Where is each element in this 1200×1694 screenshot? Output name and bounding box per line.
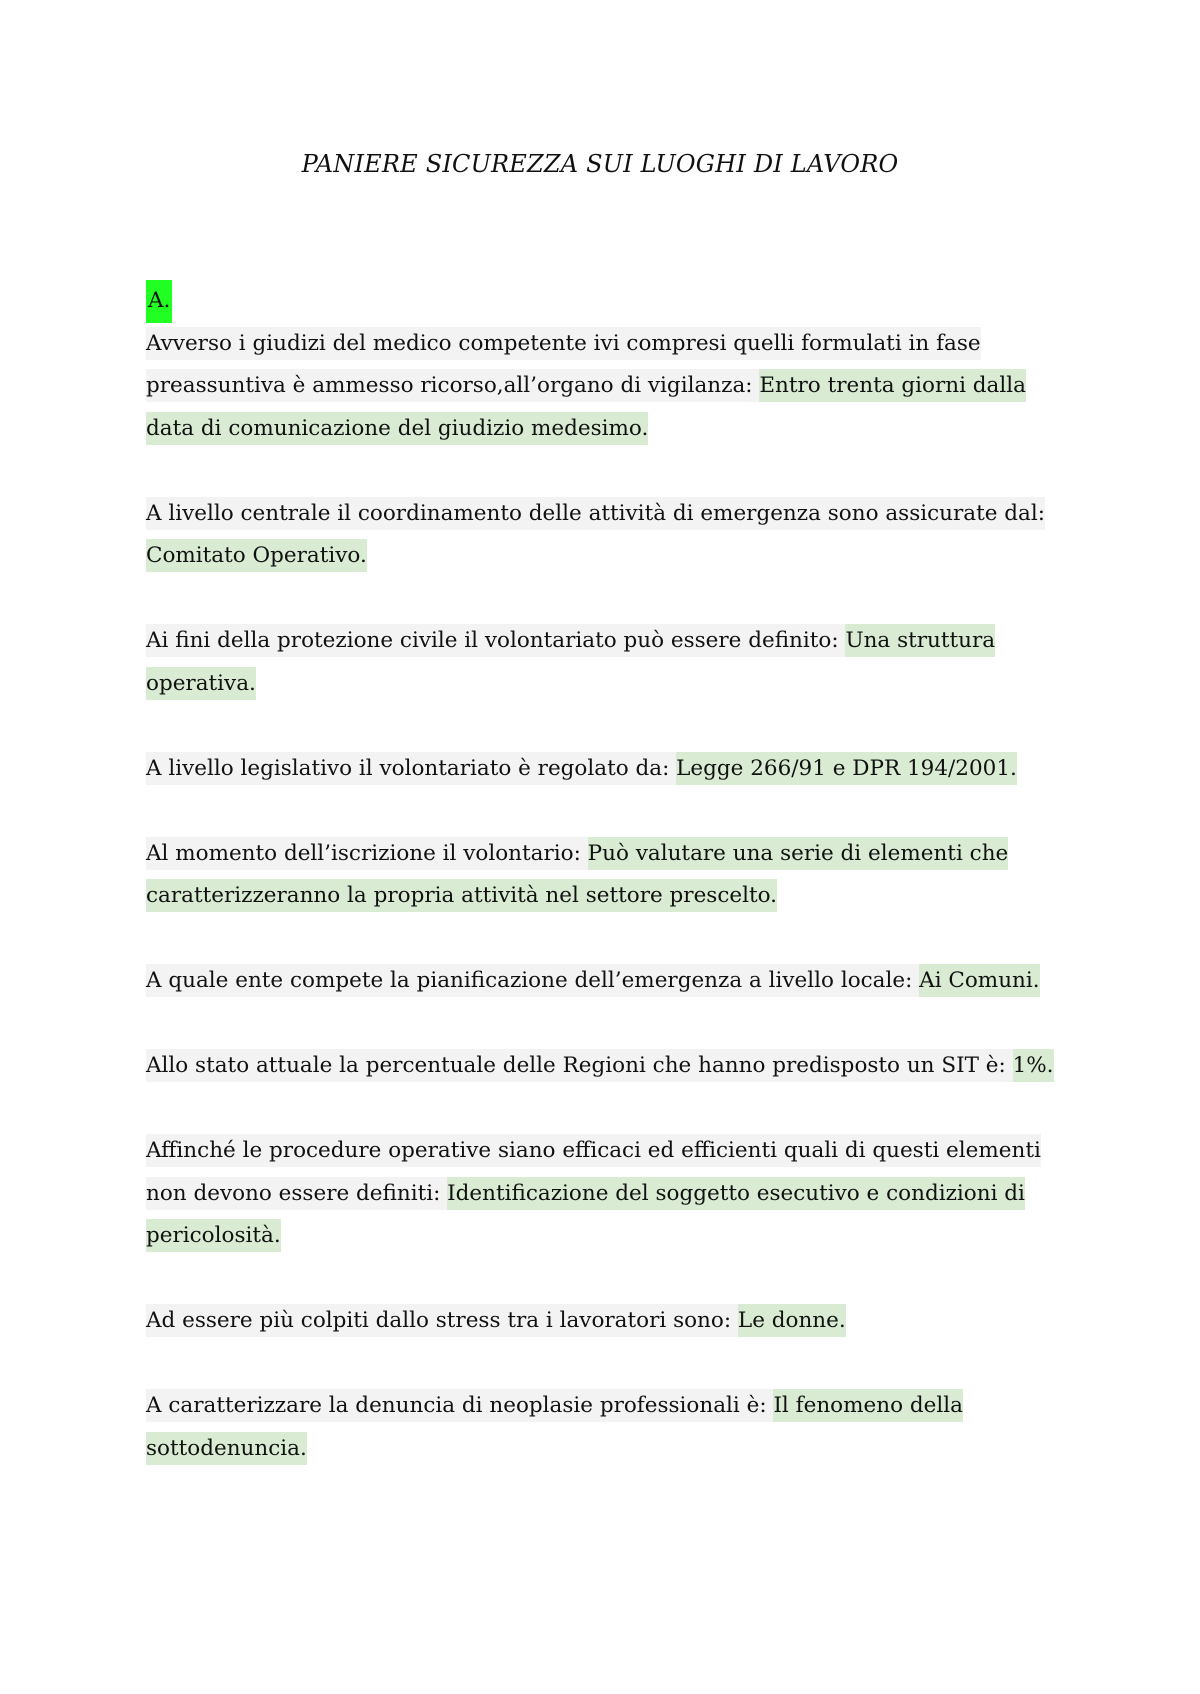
answer-text: Identificazione del soggetto esecutivo e condizioni di pericolosità. (146, 1177, 1025, 1253)
answer-text: Il fenomeno della sottodenuncia. (146, 1389, 963, 1465)
question-text: Ai fini della protezione civile il volontariato può essere definito: (146, 624, 845, 657)
qa-item-1 (146, 323, 1066, 451)
question-text: Allo stato attuale la percentuale delle Regioni che hanno predisposto un SIT è: (146, 1049, 1013, 1082)
qa-item-8 (146, 1130, 1066, 1258)
qa-item-9 (146, 1300, 1066, 1343)
section-letter: A. (146, 280, 172, 323)
document-body (146, 280, 1066, 1513)
qa-item-5 (146, 833, 1066, 918)
section-heading (146, 280, 1066, 323)
question-text: A caratterizzare la denuncia di neoplasie professionali è: (146, 1389, 773, 1422)
qa-item-2 (146, 493, 1066, 578)
question-text: Al momento dell’iscrizione il volontario: (146, 837, 588, 870)
qa-item-7 (146, 1045, 1066, 1088)
answer-text: Una struttura operativa. (146, 624, 995, 700)
qa-item-6 (146, 960, 1066, 1003)
answer-text: Ai Comuni. (919, 964, 1039, 997)
answer-text: Comitato Operativo. (146, 539, 367, 572)
answer-text: Entro trenta giorni dalla data di comunicazione del giudizio medesimo. (146, 369, 1026, 445)
question-text: A livello centrale il coordinamento delle attività di emergenza sono assicurate dal: (146, 497, 1045, 530)
answer-text: Le donne. (738, 1304, 846, 1337)
answer-text: 1%. (1013, 1049, 1054, 1082)
document-title: PANIERE SICUREZZA SUI LUOGHI DI LAVORO (301, 150, 899, 178)
answer-text: Può valutare una serie di elementi che caratterizzeranno la propria attività nel settore prescelto. (146, 837, 1008, 913)
qa-item-3 (146, 620, 1066, 705)
question-text: Ad essere più colpiti dallo stress tra i lavoratori sono: (146, 1304, 738, 1337)
qa-item-4 (146, 748, 1066, 791)
question-text: Affinché le procedure operative siano efficaci ed efficienti quali di questi elementi non devono essere definiti: (146, 1134, 1041, 1210)
question-text: Avverso i giudizi del medico competente ivi compresi quelli formulati in fase preassuntiva è ammesso ricorso,all’organo di vigilanza: (146, 327, 981, 403)
question-text: A quale ente compete la pianificazione dell’emergenza a livello locale: (146, 964, 919, 997)
question-text: A livello legislativo il volontariato è regolato da: (146, 752, 676, 785)
qa-item-10 (146, 1385, 1066, 1470)
answer-text: Legge 266/91 e DPR 194/2001. (676, 752, 1017, 785)
